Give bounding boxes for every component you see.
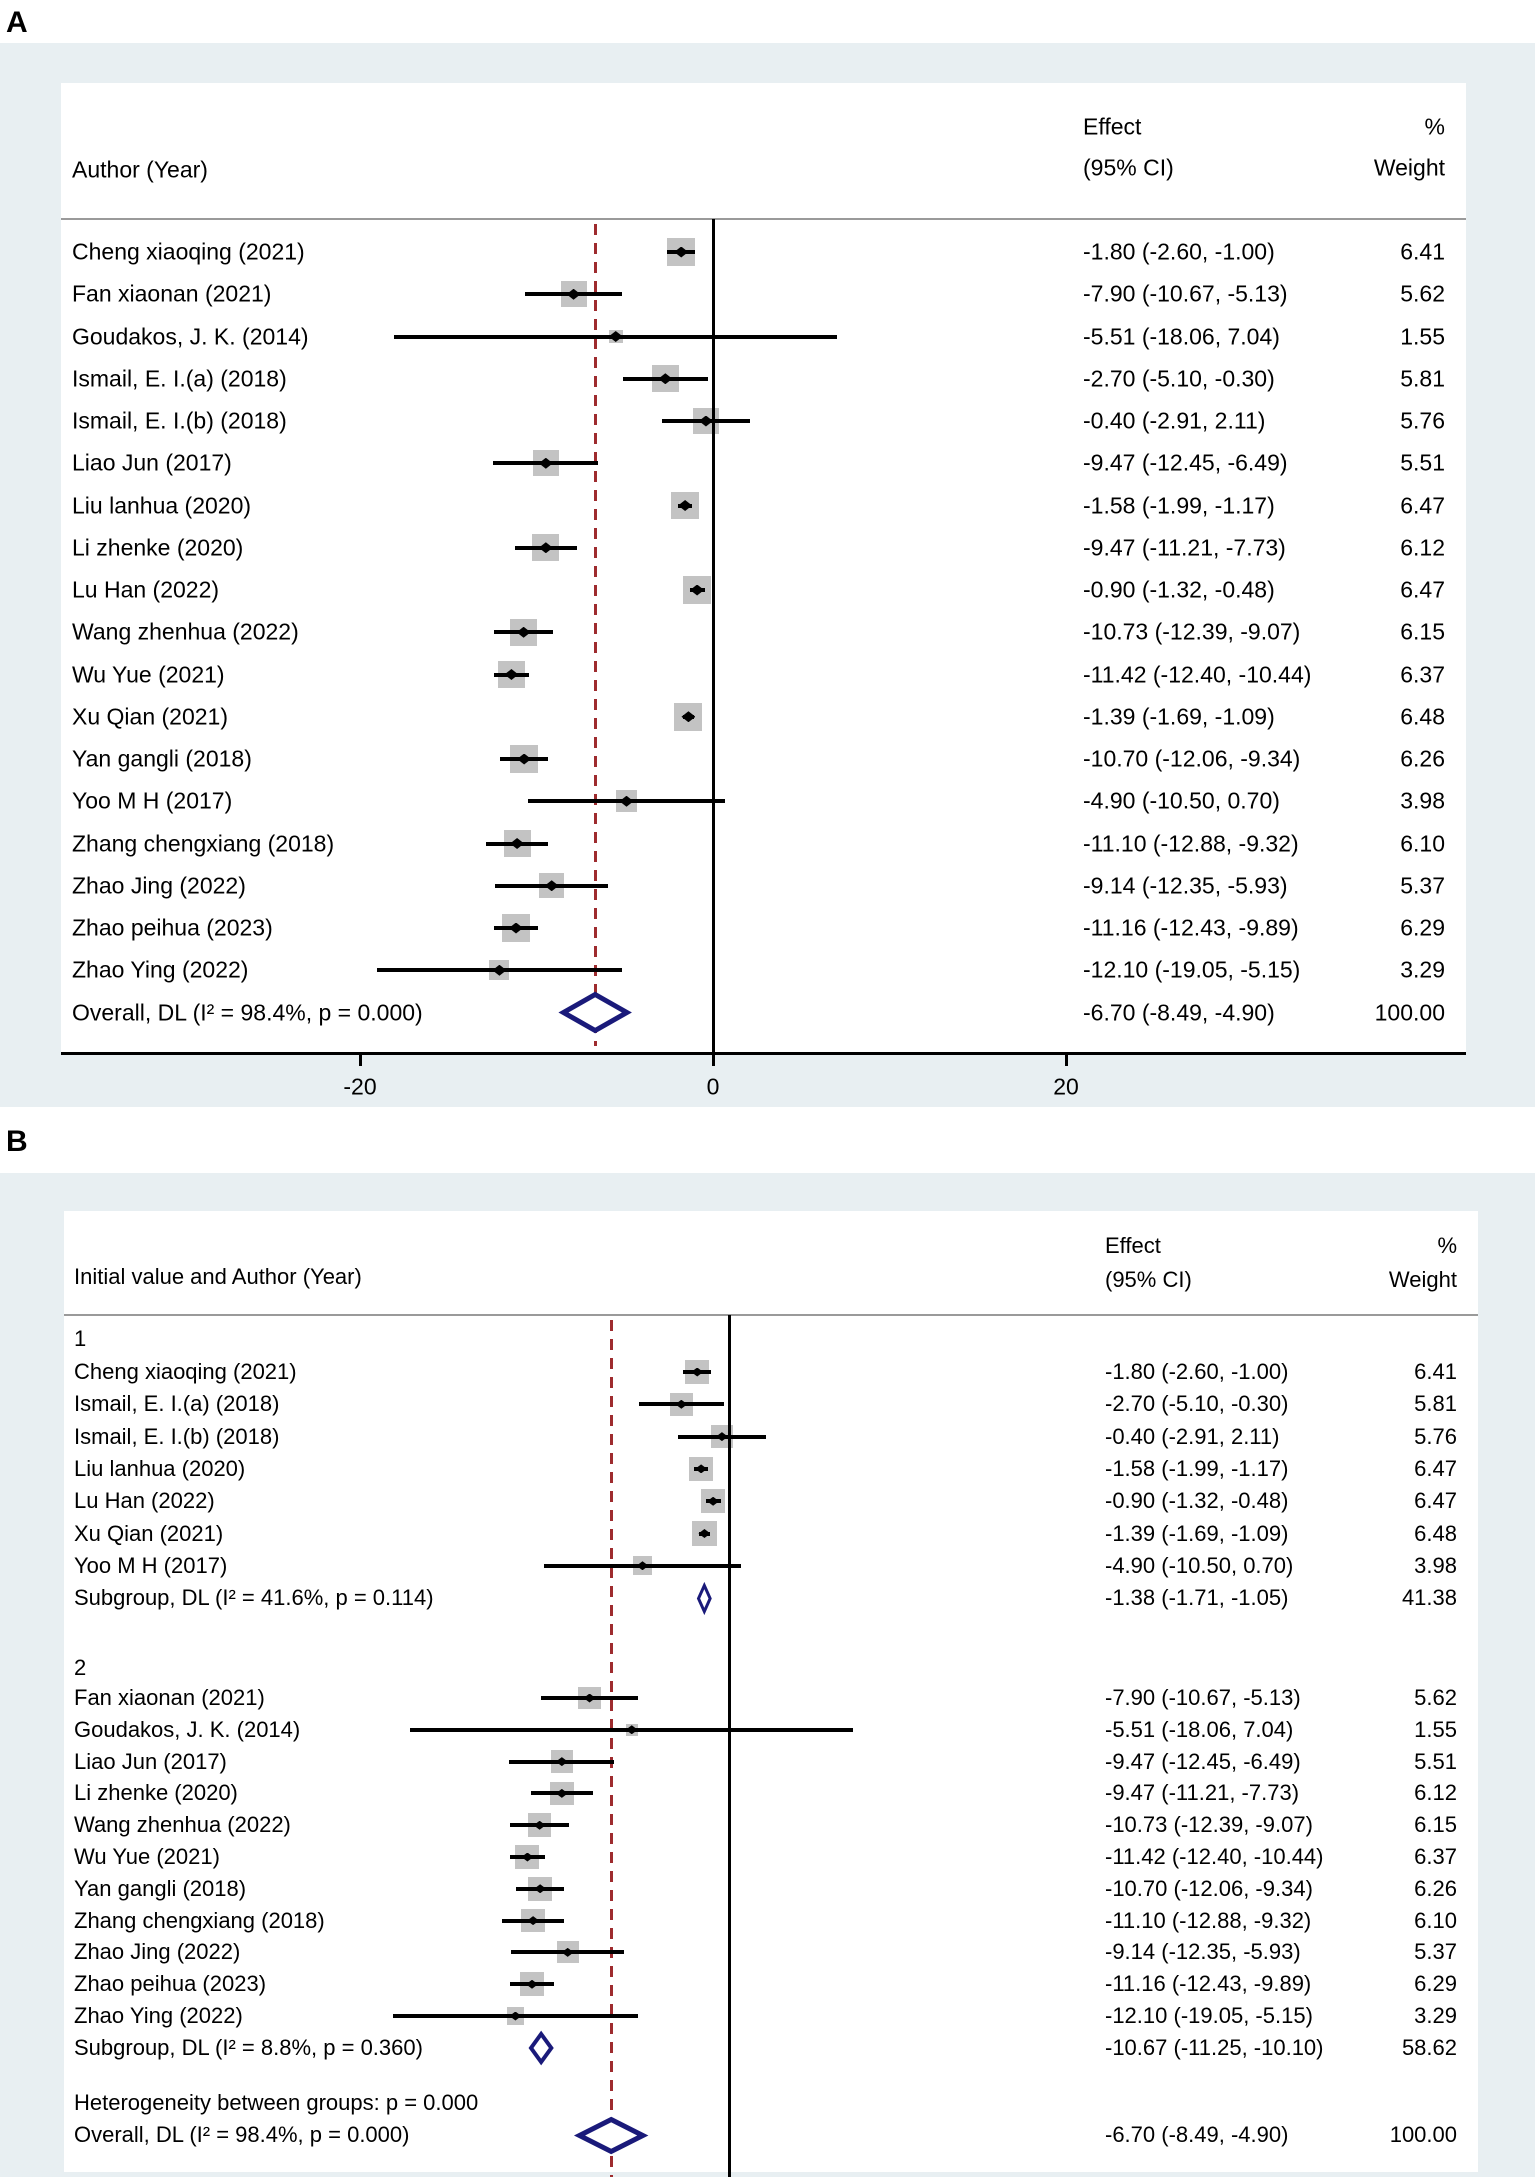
effect-ci-value: -11.10 (-12.88, -9.32) — [1105, 1907, 1312, 1933]
study-label: Goudakos, J. K. (2014) — [72, 323, 309, 349]
study-label: Overall, DL (I² = 98.4%, p = 0.000) — [72, 999, 423, 1025]
study-label: Cheng xiaoqing (2021) — [72, 238, 305, 265]
weight-value: 3.98 — [1400, 787, 1445, 814]
weight-value: 6.41 — [1400, 238, 1445, 265]
effect-ci-value: -0.90 (-1.32, -0.48) — [1105, 1488, 1289, 1514]
study-label: Yoo M H (2017) — [72, 787, 233, 814]
study-label: Overall, DL (I² = 98.4%, p = 0.000) — [74, 2122, 410, 2147]
study-label: Ismail, E. I.(b) (2018) — [72, 407, 287, 434]
study-label: Zhao peihua (2023) — [72, 914, 273, 941]
effect-ci-value: -7.90 (-10.67, -5.13) — [1105, 1685, 1301, 1710]
weight-value: 41.38 — [1401, 1585, 1457, 1610]
study-label: Fan xiaonan (2021) — [72, 280, 272, 307]
weight-value: 6.48 — [1400, 703, 1445, 730]
effect-ci-value: -5.51 (-18.06, 7.04) — [1083, 323, 1280, 349]
effect-ci-value: -10.73 (-12.39, -9.07) — [1083, 618, 1301, 645]
weight-value: 5.76 — [1400, 407, 1445, 434]
effect-ci-value: -2.70 (-5.10, -0.30) — [1083, 365, 1275, 392]
weight-value: 5.76 — [1414, 1423, 1457, 1449]
study-label: Zhao Jing (2022) — [74, 1939, 241, 1965]
study-label: Zhang chengxiang (2018) — [72, 830, 335, 856]
effect-ci-value: -10.70 (-12.06, -9.34) — [1105, 1875, 1313, 1901]
effect-ci-value: -11.42 (-12.40, -10.44) — [1083, 661, 1312, 687]
effect-ci-value: -1.38 (-1.71, -1.05) — [1105, 1585, 1289, 1610]
study-label: Zhang chengxiang (2018) — [74, 1907, 325, 1933]
study-label: Lu Han (2022) — [72, 576, 220, 603]
axis-tick — [359, 1052, 362, 1066]
effect-ci-value: -5.51 (-18.06, 7.04) — [1105, 1716, 1294, 1742]
panel-b-effect-header-line1: Effect — [1105, 1233, 1161, 1258]
effect-ci-value: -10.67 (-11.25, -10.10) — [1105, 2035, 1324, 2060]
study-label: Subgroup, DL (I² = 8.8%, p = 0.360) — [74, 2035, 423, 2060]
panel-a-zero-line — [712, 219, 715, 1052]
study-label: Xu Qian (2021) — [72, 703, 228, 730]
panel-b-effect-header-line2: (95% CI) — [1105, 1267, 1192, 1292]
weight-value: 1.55 — [1414, 1716, 1457, 1742]
effect-ci-value: -10.70 (-12.06, -9.34) — [1083, 745, 1301, 772]
weight-value: 6.37 — [1414, 1844, 1457, 1869]
weight-value: 6.15 — [1400, 618, 1445, 645]
effect-ci-value: -9.47 (-12.45, -6.49) — [1105, 1748, 1301, 1774]
effect-ci-value: -9.47 (-11.21, -7.73) — [1105, 1780, 1300, 1806]
weight-value: 5.62 — [1400, 280, 1445, 307]
study-label: Wu Yue (2021) — [74, 1844, 220, 1869]
weight-value: 6.26 — [1414, 1875, 1457, 1901]
panel-b-overall-dashed-line — [610, 1320, 613, 2177]
group-label: 2 — [74, 1655, 87, 1680]
study-label: Liu lanhua (2020) — [72, 492, 252, 518]
axis-tick-label: 20 — [1053, 1073, 1079, 1100]
weight-value: 3.29 — [1414, 2003, 1457, 2028]
effect-ci-value: -1.39 (-1.69, -1.09) — [1105, 1520, 1289, 1546]
effect-ci-value: -12.10 (-19.05, -5.15) — [1083, 956, 1301, 983]
weight-value: 100.00 — [1389, 2122, 1457, 2147]
study-label: Ismail, E. I.(a) (2018) — [72, 365, 287, 392]
panel-a-percent-header: % — [1424, 113, 1445, 140]
effect-ci-value: -9.14 (-12.35, -5.93) — [1083, 872, 1288, 899]
weight-value: 5.37 — [1414, 1939, 1457, 1965]
summary-diamond — [561, 992, 629, 1033]
weight-value: 6.37 — [1400, 661, 1445, 687]
effect-ci-value: -0.40 (-2.91, 2.11) — [1105, 1423, 1280, 1449]
effect-ci-value: -1.80 (-2.60, -1.00) — [1105, 1359, 1289, 1384]
summary-diamond — [697, 1584, 712, 1613]
effect-ci-value: -11.10 (-12.88, -9.32) — [1083, 830, 1299, 856]
weight-value: 6.29 — [1414, 1971, 1457, 1997]
effect-ci-value: -9.47 (-12.45, -6.49) — [1083, 449, 1288, 476]
weight-value: 6.47 — [1400, 492, 1445, 518]
weight-value: 6.29 — [1400, 914, 1445, 941]
weight-value: 100.00 — [1374, 999, 1445, 1025]
panel-b-zero-line — [728, 1315, 731, 2177]
effect-ci-value: -1.58 (-1.99, -1.17) — [1105, 1455, 1289, 1481]
summary-diamond — [529, 2032, 553, 2064]
weight-value: 6.12 — [1414, 1780, 1457, 1806]
effect-ci-value: -6.70 (-8.49, -4.90) — [1083, 999, 1275, 1025]
study-label: Li zhenke (2020) — [74, 1780, 238, 1806]
panel-a-overall-dashed-line — [594, 224, 597, 1046]
weight-value: 3.29 — [1400, 956, 1445, 983]
effect-ci-value: -11.16 (-12.43, -9.89) — [1083, 914, 1299, 941]
effect-ci-value: -0.90 (-1.32, -0.48) — [1083, 576, 1275, 603]
summary-diamond — [577, 2117, 645, 2154]
study-label: Zhao Ying (2022) — [74, 2003, 243, 2028]
study-label: Lu Han (2022) — [74, 1488, 215, 1514]
effect-ci-value: -1.39 (-1.69, -1.09) — [1083, 703, 1275, 730]
study-label: Yoo M H (2017) — [74, 1552, 228, 1578]
study-label: Ismail, E. I.(b) (2018) — [74, 1423, 280, 1449]
panel-a-plot-area — [61, 83, 1466, 1052]
weight-value: 5.51 — [1414, 1748, 1457, 1774]
weight-value: 5.51 — [1400, 449, 1445, 476]
panel-a-author-header: Author (Year) — [72, 156, 208, 183]
weight-value: 3.98 — [1414, 1552, 1457, 1578]
study-label: Zhao Ying (2022) — [72, 956, 249, 983]
weight-value: 6.10 — [1414, 1907, 1457, 1933]
effect-ci-value: -9.14 (-12.35, -5.93) — [1105, 1939, 1301, 1965]
effect-ci-value: -7.90 (-10.67, -5.13) — [1083, 280, 1288, 307]
study-label: Fan xiaonan (2021) — [74, 1685, 265, 1710]
weight-value: 6.47 — [1414, 1455, 1457, 1481]
panel-a-weight-header: Weight — [1373, 154, 1445, 181]
panel-b-letter: B — [6, 1125, 28, 1158]
study-label: Goudakos, J. K. (2014) — [74, 1716, 301, 1742]
effect-ci-value: -9.47 (-11.21, -7.73) — [1083, 534, 1286, 561]
heterogeneity-note: Heterogeneity between groups: p = 0.000 — [74, 2090, 479, 2115]
study-label: Liao Jun (2017) — [74, 1748, 227, 1774]
study-label: Cheng xiaoqing (2021) — [74, 1359, 297, 1384]
study-label: Wang zhenhua (2022) — [72, 618, 299, 645]
effect-ci-value: -12.10 (-19.05, -5.15) — [1105, 2003, 1313, 2028]
panel-a-effect-header-line1: Effect — [1083, 113, 1142, 140]
study-label: Liao Jun (2017) — [72, 449, 232, 476]
weight-value: 6.26 — [1400, 745, 1445, 772]
study-label: Liu lanhua (2020) — [74, 1455, 246, 1481]
axis-tick — [712, 1052, 715, 1066]
study-label: Zhao Jing (2022) — [72, 872, 246, 899]
weight-value: 5.37 — [1400, 872, 1445, 899]
weight-value: 58.62 — [1401, 2035, 1457, 2060]
study-label: Zhao peihua (2023) — [74, 1971, 267, 1997]
effect-ci-value: -11.42 (-12.40, -10.44) — [1105, 1844, 1324, 1869]
study-label: Ismail, E. I.(a) (2018) — [74, 1391, 280, 1417]
effect-ci-value: -1.80 (-2.60, -1.00) — [1083, 238, 1275, 265]
effect-ci-value: -0.40 (-2.91, 2.11) — [1083, 407, 1266, 434]
effect-ci-value: -11.16 (-12.43, -9.89) — [1105, 1971, 1312, 1997]
effect-ci-value: -10.73 (-12.39, -9.07) — [1105, 1812, 1313, 1838]
weight-value: 5.81 — [1400, 365, 1445, 392]
study-label: Xu Qian (2021) — [74, 1520, 224, 1546]
effect-ci-value: -1.58 (-1.99, -1.17) — [1083, 492, 1275, 518]
panel-b-header-separator — [64, 1314, 1478, 1316]
panel-a-effect-header-line2: (95% CI) — [1083, 154, 1174, 181]
weight-value: 6.10 — [1400, 830, 1445, 856]
effect-ci-value: -4.90 (-10.50, 0.70) — [1105, 1552, 1294, 1578]
panel-a-header-separator — [61, 218, 1466, 220]
weight-value: 6.47 — [1400, 576, 1445, 603]
weight-value: 5.62 — [1414, 1685, 1457, 1710]
group-label: 1 — [74, 1326, 87, 1351]
study-label: Yan gangli (2018) — [72, 745, 252, 772]
axis-tick-label: -20 — [343, 1073, 377, 1100]
study-label: Subgroup, DL (I² = 41.6%, p = 0.114) — [74, 1585, 434, 1610]
study-label: Li zhenke (2020) — [72, 534, 244, 561]
study-label: Wu Yue (2021) — [72, 661, 225, 687]
study-label: Wang zhenhua (2022) — [74, 1812, 291, 1838]
panel-a-x-axis — [61, 1052, 1466, 1055]
study-label: Yan gangli (2018) — [74, 1875, 247, 1901]
panel-b-weight-header: Weight — [1388, 1267, 1457, 1292]
effect-ci-value: -2.70 (-5.10, -0.30) — [1105, 1391, 1289, 1417]
panel-b-author-header: Initial value and Author (Year) — [74, 1264, 362, 1289]
effect-ci-value: -4.90 (-10.50, 0.70) — [1083, 787, 1280, 814]
weight-value: 6.47 — [1414, 1488, 1457, 1514]
weight-value: 6.48 — [1414, 1520, 1457, 1546]
panel-b-percent-header: % — [1437, 1233, 1457, 1258]
axis-tick-label: 0 — [706, 1073, 720, 1100]
axis-tick — [1065, 1052, 1068, 1066]
weight-value: 5.81 — [1414, 1391, 1457, 1417]
weight-value: 6.15 — [1414, 1812, 1457, 1838]
weight-value: 6.41 — [1414, 1359, 1457, 1384]
weight-value: 6.12 — [1400, 534, 1445, 561]
panel-a-letter: A — [6, 6, 28, 39]
weight-value: 1.55 — [1400, 323, 1445, 349]
effect-ci-value: -6.70 (-8.49, -4.90) — [1105, 2122, 1289, 2147]
